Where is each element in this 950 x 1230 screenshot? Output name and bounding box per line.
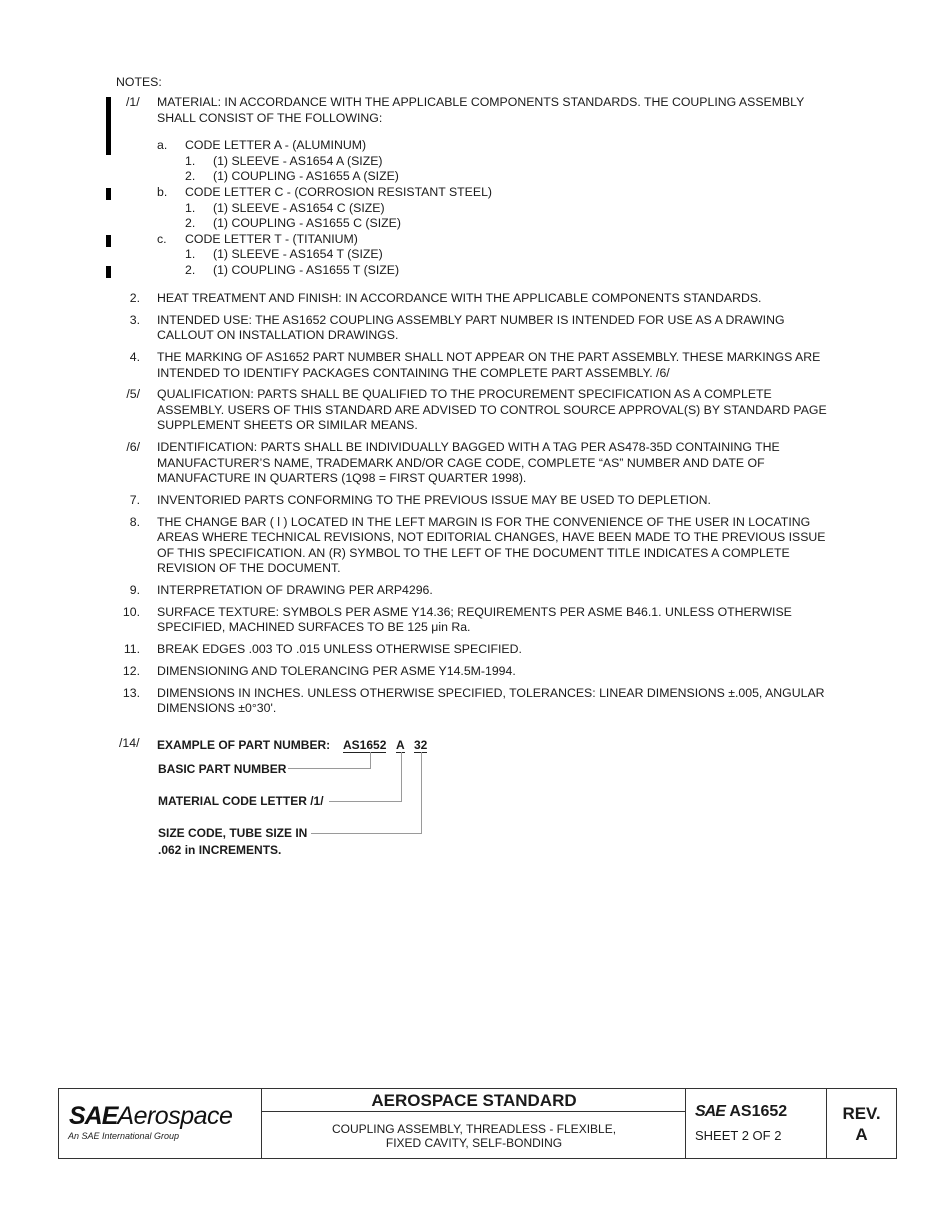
note-line: BREAK EDGES .003 TO .015 UNLESS OTHERWISE SPECIFIED.	[157, 642, 522, 656]
note-line: HEAT TREATMENT AND FINISH: IN ACCORDANCE WITH THE APPLICABLE COMPONENTS STANDARDS.	[157, 291, 762, 305]
small-sae-logo: SAE	[695, 1103, 725, 1120]
note-number: 10.	[122, 605, 140, 619]
item-num: 2.	[185, 216, 196, 230]
item-text: (1) COUPLING - AS1655 T (SIZE)	[213, 263, 400, 277]
note-line: IDENTIFICATION: PARTS SHALL BE INDIVIDUALLY BAGGED WITH A TAG PER AS478-35D CONTAINING THE	[157, 440, 780, 454]
leader-size-horizontal	[311, 833, 422, 834]
note-line: SPECIFIED, MACHINED SURFACES TO BE 125 μin Ra.	[157, 620, 471, 634]
note-line: INTENDED TO IDENTIFY PACKAGES CONTAINING THE COMPLETE PART ASSEMBLY. /6/	[157, 366, 670, 380]
item-num: 1.	[185, 201, 196, 215]
revision-label: REV.	[842, 1104, 881, 1123]
doc-number-row	[695, 1103, 787, 1121]
document-description-2: FIXED CAVITY, SELF-BONDING	[385, 1136, 563, 1150]
note-line: DIMENSIONS ±0°30'.	[157, 701, 277, 715]
note-number: 9.	[129, 583, 140, 597]
sae-aerospace-logo	[69, 1102, 232, 1131]
note-number: 8.	[129, 515, 140, 529]
note-line: THE MARKING OF AS1652 PART NUMBER SHALL NOT APPEAR ON THE PART ASSEMBLY. THESE MARKINGS ARE	[157, 350, 821, 364]
size-code-label: SIZE CODE, TUBE SIZE IN	[158, 826, 308, 840]
item-text: (1) COUPLING - AS1655 C (SIZE)	[213, 216, 401, 230]
standard-title: AEROSPACE STANDARD	[371, 1091, 577, 1110]
document-description-1: COUPLING ASSEMBLY, THREADLESS - FLEXIBLE,	[331, 1122, 617, 1136]
note-number: 4.	[129, 350, 140, 364]
note-number: /5/	[126, 387, 140, 401]
note-number: 2.	[129, 291, 140, 305]
title-block	[58, 1088, 897, 1159]
logo-sae-mark: SAE	[69, 1102, 118, 1130]
note-line: INTERPRETATION OF DRAWING PER ARP4296.	[157, 583, 433, 597]
item-text: (1) SLEEVE - AS1654 T (SIZE)	[213, 247, 383, 261]
item-num: 2.	[185, 263, 196, 277]
note-line: MANUFACTURE IN QUARTERS (1Q98 = FIRST QUARTER 1998).	[157, 471, 527, 485]
code-title: CODE LETTER A - (ALUMINUM)	[185, 138, 367, 152]
basic-part-number-label: BASIC PART NUMBER	[158, 762, 287, 776]
note-number: 12.	[122, 664, 140, 678]
change-bar-coupling-t	[106, 266, 111, 278]
change-bar-code-t	[106, 235, 111, 247]
code-letter: b.	[157, 185, 168, 199]
note-line: DIMENSIONING AND TOLERANCING PER ASME Y14.5M-1994.	[157, 664, 516, 678]
part-material: A	[396, 738, 405, 752]
example-label: EXAMPLE OF PART NUMBER:	[157, 738, 331, 752]
note-line: INVENTORIED PARTS CONFORMING TO THE PREVIOUS ISSUE MAY BE USED TO DEPLETION.	[157, 493, 711, 507]
item-num: 1.	[185, 247, 196, 261]
sheet-number: SHEET 2 OF 2	[695, 1128, 782, 1143]
code-title: CODE LETTER T - (TITANIUM)	[185, 232, 358, 246]
part-size: 32	[414, 738, 428, 752]
document-number: AS1652	[729, 1103, 788, 1120]
note-line: CALLOUT ON INSTALLATION DRAWINGS.	[157, 328, 399, 342]
part-base: AS1652	[343, 738, 387, 752]
revision-value: A	[855, 1125, 868, 1144]
note-marker: /14/	[119, 736, 140, 750]
item-num: 2.	[185, 169, 196, 183]
notes-heading: NOTES:	[116, 75, 162, 89]
item-text: (1) COUPLING - AS1655 A (SIZE)	[213, 169, 399, 183]
note-marker: /1/	[126, 95, 140, 109]
leader-size-vertical	[421, 752, 422, 834]
note-line: AREAS WHERE TECHNICAL REVISIONS, NOT EDITORIAL CHANGES, HAVE BEEN MADE TO THE PREVIOUS ISSUE	[157, 530, 826, 544]
note-line: MATERIAL: IN ACCORDANCE WITH THE APPLICABLE COMPONENTS STANDARDS. THE COUPLING ASSEMBLY	[157, 95, 805, 109]
note-number: 7.	[129, 493, 140, 507]
note-line: QUALIFICATION: PARTS SHALL BE QUALIFIED TO THE PROCUREMENT SPECIFICATION AS A COMPLETE	[157, 387, 772, 401]
note-line: MANUFACTURER’S NAME, TRADEMARK AND/OR CAGE CODE, COMPLETE “AS” NUMBER AND DATE OF	[157, 456, 765, 470]
leader-basic-horizontal	[288, 768, 371, 769]
document-number-cell	[686, 1089, 827, 1158]
item-text: (1) SLEEVE - AS1654 C (SIZE)	[213, 201, 385, 215]
logo-cell	[59, 1089, 262, 1158]
note-number: 11.	[123, 642, 140, 656]
material-code-label: MATERIAL CODE LETTER /1/	[158, 794, 324, 808]
leader-material-horizontal	[329, 801, 402, 802]
note-line: ASSEMBLY. USERS OF THIS STANDARD ARE ADVISED TO CONTROL SOURCE APPROVAL(S) BY STANDARD PAGE	[157, 403, 827, 417]
note-line: INTENDED USE: THE AS1652 COUPLING ASSEMBLY PART NUMBER IS INTENDED FOR USE AS A DRAWING	[157, 313, 785, 327]
logo-aerospace-word: Aerospace	[117, 1102, 233, 1130]
change-bar-material	[106, 97, 111, 155]
note-line: OF THIS SPECIFICATION. AN (R) SYMBOL TO THE LEFT OF THE DOCUMENT TITLE INDICATES A COMPLETE	[157, 546, 790, 560]
note-line: SUPPLEMENT SHEETS OR SIMILAR MEANS.	[157, 418, 418, 432]
title-divider	[262, 1111, 686, 1112]
item-text: (1) SLEEVE - AS1654 A (SIZE)	[213, 154, 383, 168]
note-number: /6/	[126, 440, 140, 454]
item-num: 1.	[185, 154, 196, 168]
note-line: SHALL CONSIST OF THE FOLLOWING:	[157, 111, 383, 125]
logo-subtitle: An SAE International Group	[68, 1131, 180, 1141]
change-bar-code-c	[106, 188, 111, 200]
note-line: REVISION OF THE DOCUMENT.	[157, 561, 341, 575]
note-line: SURFACE TEXTURE: SYMBOLS PER ASME Y14.36; REQUIREMENTS PER ASME B46.1. UNLESS OTHERWISE	[157, 605, 792, 619]
revision-cell	[827, 1089, 896, 1158]
title-cell	[262, 1089, 686, 1158]
code-letter: c.	[157, 232, 167, 246]
leader-basic-vertical	[370, 752, 371, 769]
code-letter: a.	[157, 138, 168, 152]
note-line: DIMENSIONS IN INCHES. UNLESS OTHERWISE SPECIFIED, TOLERANCES: LINEAR DIMENSIONS ±.005, ANGULAR	[157, 686, 825, 700]
note-number: 3.	[129, 313, 140, 327]
size-code-label-2: .062 in INCREMENTS.	[158, 843, 282, 857]
leader-material-vertical	[401, 752, 402, 802]
note-line: THE CHANGE BAR ( l ) LOCATED IN THE LEFT MARGIN IS FOR THE CONVENIENCE OF THE USER IN LOCATING	[157, 515, 811, 529]
note-number: 13.	[122, 686, 140, 700]
code-title: CODE LETTER C - (CORROSION RESISTANT STEEL)	[185, 185, 493, 199]
